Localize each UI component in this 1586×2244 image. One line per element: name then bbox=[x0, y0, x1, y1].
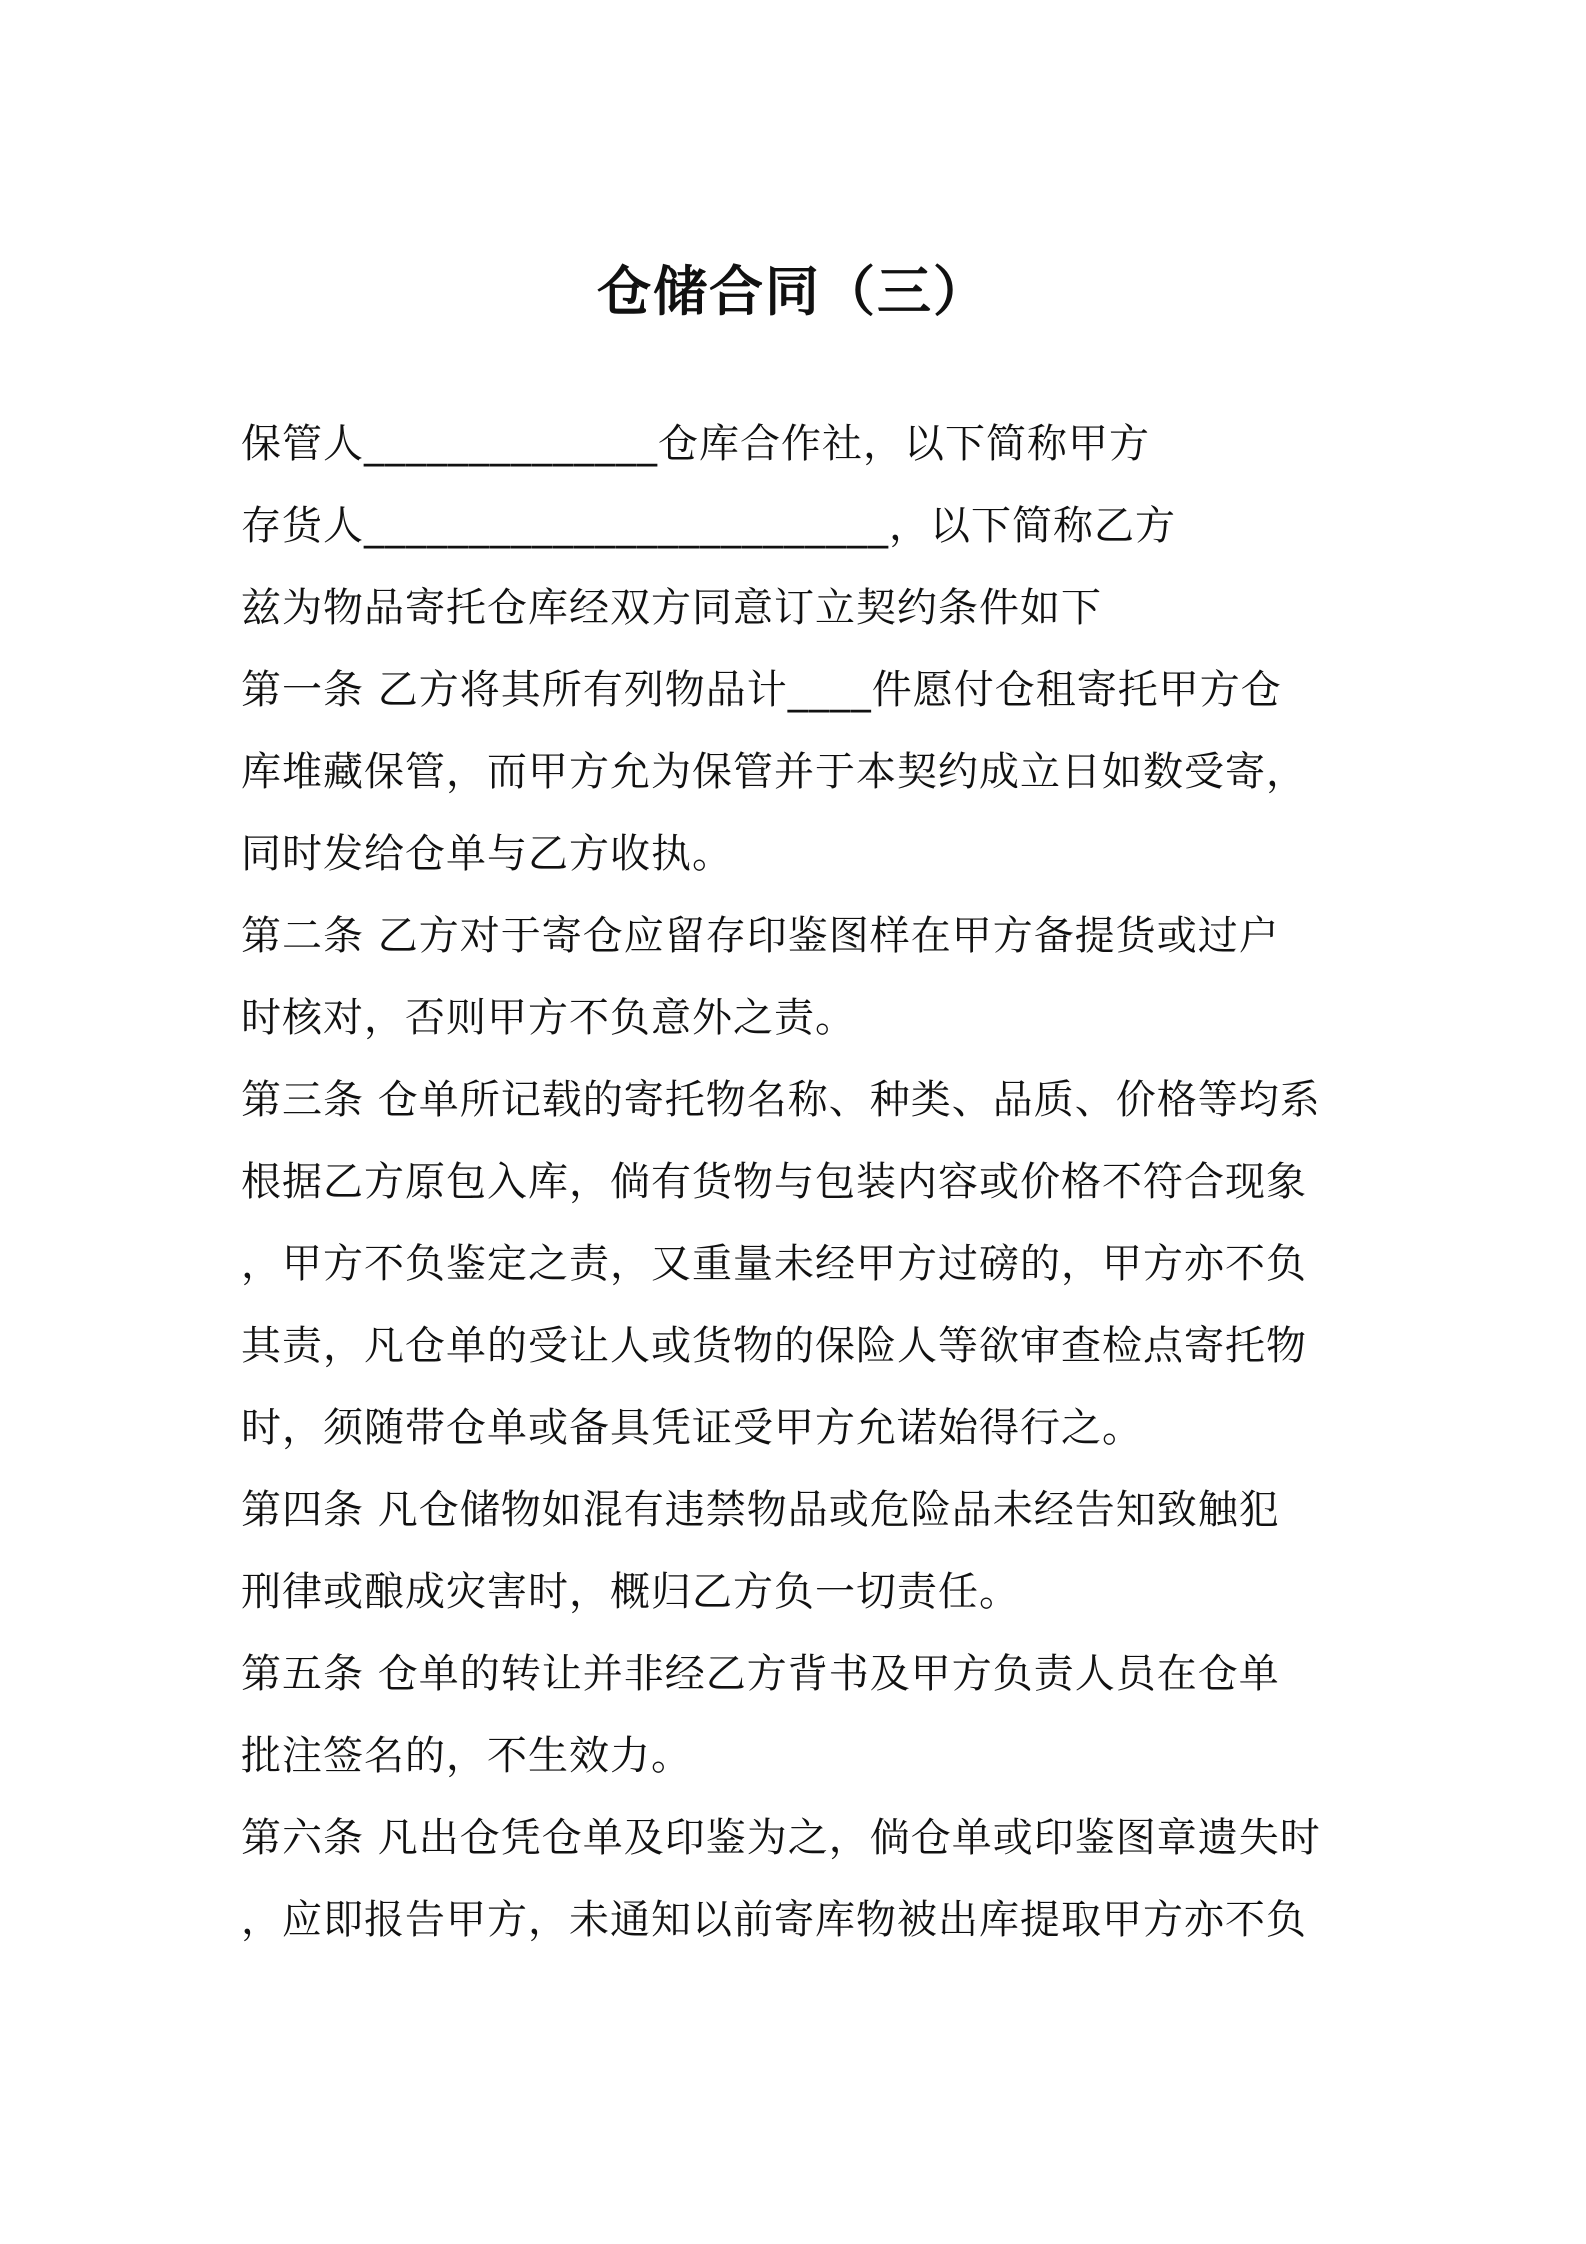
document-body bbox=[241, 403, 1361, 1961]
text-line: 批注签名的，不生效力。 bbox=[241, 1733, 692, 1779]
text-line: 兹为物品寄托仓库经双方同意订立契约条件如下 bbox=[241, 585, 1102, 631]
text-line: 根据乙方原包入库，倘有货物与包装内容或价格不符合现象 bbox=[241, 1159, 1307, 1205]
text-line: 刑律或酿成灾害时，概归乙方负一切责任。 bbox=[241, 1569, 1020, 1615]
text-line: 时，须随带仓单或备具凭证受甲方允诺始得行之。 bbox=[241, 1405, 1143, 1451]
text-line: ，甲方不负鉴定之责，又重量未经甲方过磅的，甲方亦不负 bbox=[241, 1241, 1307, 1287]
text-line: 第六条 凡出仓凭仓单及印鉴为之，倘仓单或印鉴图章遗失时 bbox=[241, 1815, 1321, 1861]
text-line: 保管人______________仓库合作社，以下简称甲方 bbox=[241, 421, 1150, 467]
text-line: 第三条 仓单所记载的寄托物名称、种类、品质、价格等均系 bbox=[241, 1077, 1321, 1123]
text-line: 第二条 乙方对于寄仓应留存印鉴图样在甲方备提货或过户 bbox=[241, 913, 1280, 959]
text-line: 存货人_________________________，以下简称乙方 bbox=[241, 503, 1176, 549]
text-line: 库堆藏保管，而甲方允为保管并于本契约成立日如数受寄， bbox=[241, 749, 1307, 795]
text-line: 其责，凡仓单的受让人或货物的保险人等欲审查检点寄托物 bbox=[241, 1323, 1307, 1369]
text-line: 第四条 凡仓储物如混有违禁物品或危险品未经告知致触犯 bbox=[241, 1487, 1280, 1533]
text-line: 第一条 乙方将其所有列物品计____件愿付仓租寄托甲方仓 bbox=[241, 667, 1282, 713]
text-line: ，应即报告甲方，未通知以前寄库物被出库提取甲方亦不负 bbox=[241, 1897, 1307, 1943]
text-line: 同时发给仓单与乙方收执。 bbox=[241, 831, 733, 877]
document-title: 仓储合同（三） bbox=[597, 260, 989, 323]
text-line: 时核对，否则甲方不负意外之责。 bbox=[241, 995, 856, 1041]
text-line: 第五条 仓单的转让并非经乙方背书及甲方负责人员在仓单 bbox=[241, 1651, 1280, 1697]
